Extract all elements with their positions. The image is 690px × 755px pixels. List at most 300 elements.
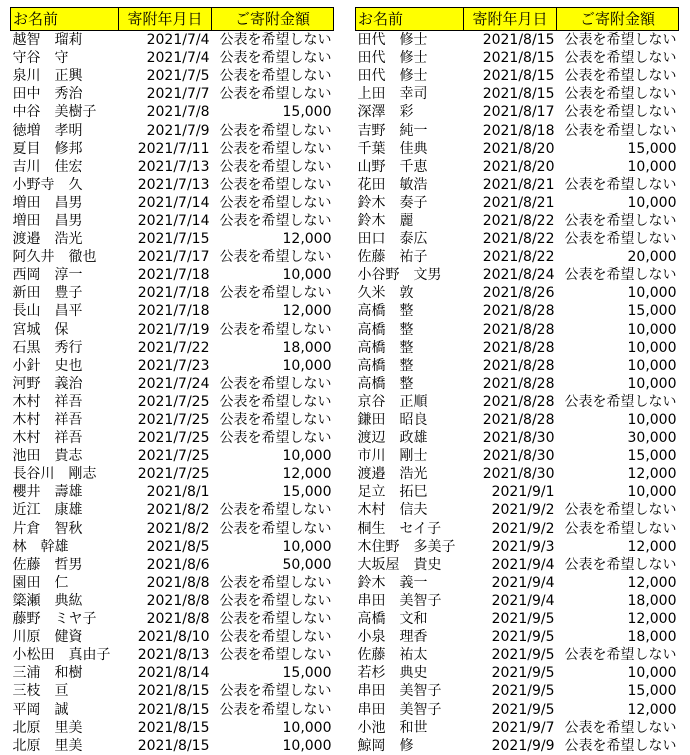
donor-name: 千葉 佳典 <box>357 140 428 157</box>
table-row <box>356 646 679 664</box>
donor-name: 高橋 整 <box>357 303 414 320</box>
donation-date: 2021/9/5 <box>491 629 555 646</box>
donor-name: 木村 祥吾 <box>12 430 83 447</box>
table-row <box>11 194 334 212</box>
donation-date: 2021/9/4 <box>491 574 555 591</box>
donation-amount: 公表を希望しない <box>564 647 677 664</box>
table-row <box>11 302 334 320</box>
table-row <box>11 375 334 393</box>
donor-name: 大坂屋 貴史 <box>357 556 442 573</box>
header-amount: ご寄附金額 <box>557 8 679 31</box>
donation-date: 2021/8/26 <box>482 285 555 302</box>
donation-date: 2021/7/25 <box>137 393 210 410</box>
donation-date: 2021/8/18 <box>482 122 555 139</box>
donor-name: 田代 修士 <box>357 32 428 49</box>
table-row <box>356 447 679 465</box>
donation-date: 2021/8/13 <box>137 647 210 664</box>
donation-amount: 公表を希望しない <box>219 629 332 646</box>
table-row <box>356 483 679 501</box>
donation-amount: 公表を希望しない <box>219 194 332 211</box>
donation-amount: 18,000 <box>627 592 677 609</box>
donation-amount: 公表を希望しない <box>219 176 332 193</box>
table-row <box>356 501 679 519</box>
donation-date: 2021/8/8 <box>146 592 210 609</box>
donation-amount: 20,000 <box>627 249 677 266</box>
donation-amount: 公表を希望しない <box>564 122 677 139</box>
table-header-row <box>11 8 334 31</box>
donation-amount: 公表を希望しない <box>219 393 332 410</box>
table-row <box>356 465 679 483</box>
donation-date: 2021/7/22 <box>137 339 210 356</box>
table-row <box>11 158 334 176</box>
donation-amount: 公表を希望しない <box>219 122 332 139</box>
donor-name: 串田 美智子 <box>357 683 442 700</box>
table-row <box>356 538 679 556</box>
donation-amount: 10,000 <box>282 357 332 374</box>
donor-name: 市川 剛士 <box>357 448 428 465</box>
donation-date: 2021/9/9 <box>491 737 555 754</box>
table-row <box>11 465 334 483</box>
table-row <box>356 556 679 574</box>
donation-amount: 公表を希望しない <box>219 412 332 429</box>
table-row <box>11 737 334 755</box>
donation-date: 2021/8/28 <box>482 375 555 392</box>
donation-date: 2021/8/20 <box>482 158 555 175</box>
donor-name: 鈴木 奏子 <box>357 194 428 211</box>
donor-name: 足立 拓巳 <box>357 484 428 501</box>
table-row <box>11 610 334 628</box>
table-row <box>11 321 334 339</box>
donation-amount: 公表を希望しない <box>564 502 677 519</box>
table-row <box>11 592 334 610</box>
table-row <box>356 31 679 50</box>
donation-date: 2021/8/15 <box>137 719 210 736</box>
table-row <box>11 393 334 411</box>
table-row <box>356 321 679 339</box>
table-row <box>11 682 334 700</box>
donation-amount: 公表を希望しない <box>219 574 332 591</box>
table-row <box>11 646 334 664</box>
donor-name: 京谷 正順 <box>357 393 428 410</box>
donor-name: 高橋 整 <box>357 339 414 356</box>
donor-name: 佐藤 祐太 <box>357 647 428 664</box>
donation-amount: 18,000 <box>627 629 677 646</box>
donation-date: 2021/7/15 <box>137 231 210 248</box>
donor-name: 高橋 整 <box>357 357 414 374</box>
donation-amount: 10,000 <box>627 357 677 374</box>
donation-amount: 10,000 <box>627 194 677 211</box>
donation-date: 2021/7/23 <box>137 357 210 374</box>
header-date: 寄附年月日 <box>464 8 557 31</box>
donor-name: 吉川 佳宏 <box>12 158 83 175</box>
donor-name: 北原 里美 <box>12 737 83 754</box>
donation-amount: 10,000 <box>627 285 677 302</box>
donation-amount: 公表を希望しない <box>564 231 677 248</box>
table-row <box>11 121 334 139</box>
donation-amount: 12,000 <box>627 466 677 483</box>
donation-date: 2021/8/2 <box>146 520 210 537</box>
donation-amount: 10,000 <box>627 339 677 356</box>
donor-name: 久米 敦 <box>357 285 414 302</box>
donation-date: 2021/8/6 <box>146 556 210 573</box>
donor-name: 花田 敏浩 <box>357 176 428 193</box>
donation-amount: 15,000 <box>282 104 332 121</box>
table-row <box>356 574 679 592</box>
donor-name: 串田 美智子 <box>357 701 442 718</box>
donation-date: 2021/8/10 <box>137 629 210 646</box>
donor-name: 北原 里美 <box>12 719 83 736</box>
donor-name: 佐藤 祐子 <box>357 249 428 266</box>
donor-name: 川原 健資 <box>12 629 83 646</box>
donation-date: 2021/7/14 <box>137 194 210 211</box>
donation-amount: 公表を希望しない <box>219 249 332 266</box>
donor-name: 渡辺 政雄 <box>357 430 428 447</box>
donation-date: 2021/7/25 <box>137 430 210 447</box>
donation-amount: 15,000 <box>627 303 677 320</box>
table-row <box>11 266 334 284</box>
donor-name: 田口 泰広 <box>357 231 428 248</box>
donation-amount: 公表を希望しない <box>219 701 332 718</box>
table-row <box>356 592 679 610</box>
donor-name: 石黒 秀行 <box>12 339 83 356</box>
donation-amount: 公表を希望しない <box>219 285 332 302</box>
donation-amount: 公表を希望しない <box>564 32 677 49</box>
donation-amount: 15,000 <box>627 140 677 157</box>
table-row <box>356 375 679 393</box>
donation-amount: 10,000 <box>627 412 677 429</box>
donor-name: 鎌田 昭良 <box>357 412 428 429</box>
donation-date: 2021/7/19 <box>137 321 210 338</box>
table-row <box>356 230 679 248</box>
donor-name: 池田 貴志 <box>12 448 83 465</box>
donor-name: 越智 瑠莉 <box>12 32 83 49</box>
donation-date: 2021/9/5 <box>491 611 555 628</box>
donation-date: 2021/9/2 <box>491 520 555 537</box>
donor-name: 三浦 和樹 <box>12 665 83 682</box>
donation-amount: 10,000 <box>282 538 332 555</box>
table-row <box>356 158 679 176</box>
donor-name: 串田 美智子 <box>357 592 442 609</box>
donation-amount: 公表を希望しない <box>219 520 332 537</box>
donation-amount: 12,000 <box>627 538 677 555</box>
table-row <box>356 664 679 682</box>
donor-name: 徳増 孝明 <box>12 122 83 139</box>
donation-amount: 公表を希望しない <box>219 32 332 49</box>
donation-date: 2021/9/1 <box>491 484 555 501</box>
donation-amount: 12,000 <box>282 231 332 248</box>
donation-date: 2021/7/7 <box>146 86 210 103</box>
header-amount: ご寄附金額 <box>212 8 334 31</box>
table-row <box>11 31 334 50</box>
donation-date: 2021/7/5 <box>146 68 210 85</box>
donation-amount: 15,000 <box>627 448 677 465</box>
table-row <box>11 700 334 718</box>
header-name: お名前 <box>356 8 464 31</box>
donation-amount: 12,000 <box>282 466 332 483</box>
donor-name: 田代 修士 <box>357 50 428 67</box>
donor-name: 木村 信夫 <box>357 502 428 519</box>
donation-amount: 公表を希望しない <box>219 375 332 392</box>
donation-amount: 10,000 <box>627 665 677 682</box>
donation-amount: 公表を希望しない <box>219 683 332 700</box>
table-row <box>356 302 679 320</box>
donation-date: 2021/7/14 <box>137 212 210 229</box>
donor-name: 山野 千恵 <box>357 158 428 175</box>
table-row <box>11 212 334 230</box>
donation-date: 2021/8/8 <box>146 574 210 591</box>
header-date: 寄附年月日 <box>119 8 212 31</box>
table-row <box>11 538 334 556</box>
donation-amount: 18,000 <box>282 339 332 356</box>
donation-amount: 15,000 <box>627 683 677 700</box>
table-row <box>11 357 334 375</box>
donor-name: 林 幹雄 <box>12 538 69 555</box>
table-row <box>356 700 679 718</box>
donation-amount: 15,000 <box>282 484 332 501</box>
table-row <box>11 140 334 158</box>
donor-name: 近江 康雄 <box>12 502 83 519</box>
donation-date: 2021/9/4 <box>491 556 555 573</box>
donation-date: 2021/8/28 <box>482 303 555 320</box>
table-row <box>11 719 334 737</box>
table-row <box>11 483 334 501</box>
donor-name: 中谷 美樹子 <box>12 104 97 121</box>
donation-amount: 公表を希望しない <box>219 647 332 664</box>
donation-amount: 公表を希望しない <box>219 50 332 67</box>
donation-date: 2021/9/3 <box>491 538 555 555</box>
donor-name: 小野寺 久 <box>12 176 83 193</box>
donation-date: 2021/8/15 <box>482 86 555 103</box>
donor-name: 木村 祥吾 <box>12 393 83 410</box>
donation-date: 2021/7/13 <box>137 158 210 175</box>
donor-name: 三枝 亘 <box>12 683 69 700</box>
donor-name: 吉野 純一 <box>357 122 428 139</box>
donation-date: 2021/7/18 <box>137 285 210 302</box>
table-row <box>356 429 679 447</box>
donor-name: 西岡 淳一 <box>12 267 83 284</box>
donation-date: 2021/8/15 <box>482 68 555 85</box>
donation-date: 2021/9/5 <box>491 665 555 682</box>
donor-name: 田中 秀治 <box>12 86 83 103</box>
donation-amount: 公表を希望しない <box>564 737 677 754</box>
donation-date: 2021/8/15 <box>482 50 555 67</box>
table-row <box>11 49 334 67</box>
table-row <box>356 393 679 411</box>
donation-amount: 10,000 <box>282 737 332 754</box>
donation-date: 2021/9/7 <box>491 719 555 736</box>
donation-table-right <box>355 7 679 755</box>
donation-amount: 公表を希望しない <box>219 68 332 85</box>
donation-amount: 公表を希望しない <box>564 50 677 67</box>
donation-amount: 公表を希望しない <box>564 68 677 85</box>
table-row <box>11 284 334 302</box>
table-row <box>356 194 679 212</box>
donor-name: 増田 昌男 <box>12 212 83 229</box>
donor-name: 簗瀬 典紘 <box>12 592 83 609</box>
donor-name: 河野 義治 <box>12 375 83 392</box>
table-row <box>11 67 334 85</box>
donation-date: 2021/8/28 <box>482 393 555 410</box>
donation-amount: 公表を希望しない <box>219 611 332 628</box>
donation-date: 2021/8/28 <box>482 412 555 429</box>
donation-amount: 10,000 <box>282 719 332 736</box>
table-row <box>11 664 334 682</box>
table-row <box>356 266 679 284</box>
donation-date: 2021/9/5 <box>491 701 555 718</box>
table-row <box>356 520 679 538</box>
donation-amount: 30,000 <box>627 430 677 447</box>
donation-amount: 公表を希望しない <box>564 212 677 229</box>
header-name: お名前 <box>11 8 119 31</box>
donation-date: 2021/9/5 <box>491 647 555 664</box>
donation-date: 2021/8/17 <box>482 104 555 121</box>
donor-name: 木住野 多美子 <box>357 538 456 555</box>
donor-name: 宮城 保 <box>12 321 69 338</box>
donation-amount: 公表を希望しない <box>564 267 677 284</box>
donation-amount: 公表を希望しない <box>564 556 677 573</box>
table-row <box>356 339 679 357</box>
donor-name: 小松田 真由子 <box>12 647 111 664</box>
donation-amount: 50,000 <box>282 556 332 573</box>
donor-name: 鯨岡 修 <box>357 737 414 754</box>
donation-date: 2021/8/28 <box>482 321 555 338</box>
donation-date: 2021/8/15 <box>482 32 555 49</box>
table-row <box>356 719 679 737</box>
table-row <box>11 556 334 574</box>
donation-date: 2021/8/20 <box>482 140 555 157</box>
donor-name: 小泉 理香 <box>357 629 428 646</box>
donation-amount: 公表を希望しない <box>564 393 677 410</box>
donation-date: 2021/9/5 <box>491 683 555 700</box>
table-row <box>356 49 679 67</box>
donation-date: 2021/7/8 <box>146 104 210 121</box>
donor-name: 高橋 整 <box>357 375 414 392</box>
table-row <box>11 411 334 429</box>
donation-date: 2021/8/22 <box>482 231 555 248</box>
donor-name: 守谷 守 <box>12 50 69 67</box>
donor-name: 泉川 正興 <box>12 68 83 85</box>
donation-date: 2021/8/21 <box>482 176 555 193</box>
table-row <box>11 447 334 465</box>
donation-date: 2021/7/18 <box>137 303 210 320</box>
table-row <box>356 103 679 121</box>
donor-name: 高橋 整 <box>357 321 414 338</box>
donor-name: 平岡 誠 <box>12 701 69 718</box>
donor-name: 園田 仁 <box>12 574 69 591</box>
table-row <box>11 230 334 248</box>
donation-amount: 公表を希望しない <box>219 502 332 519</box>
table-row <box>356 67 679 85</box>
donation-amount: 12,000 <box>627 574 677 591</box>
donation-amount: 公表を希望しない <box>219 158 332 175</box>
donor-name: 若杉 典史 <box>357 665 428 682</box>
table-row <box>356 121 679 139</box>
table-row <box>356 212 679 230</box>
donor-name: 上田 幸司 <box>357 86 428 103</box>
table-row <box>11 176 334 194</box>
donation-date: 2021/7/4 <box>146 50 210 67</box>
donor-name: 小池 和世 <box>357 719 428 736</box>
donor-name: 田代 修士 <box>357 68 428 85</box>
donation-amount: 公表を希望しない <box>219 321 332 338</box>
donation-amount: 10,000 <box>627 158 677 175</box>
donation-date: 2021/7/18 <box>137 267 210 284</box>
donation-date: 2021/7/13 <box>137 176 210 193</box>
donation-date: 2021/8/28 <box>482 339 555 356</box>
donor-name: 高橋 文和 <box>357 611 428 628</box>
donation-amount: 10,000 <box>627 484 677 501</box>
donation-date: 2021/8/15 <box>137 683 210 700</box>
donation-date: 2021/9/4 <box>491 592 555 609</box>
donation-date: 2021/8/30 <box>482 466 555 483</box>
donation-amount: 公表を希望しない <box>219 430 332 447</box>
table-row <box>356 85 679 103</box>
table-row <box>356 610 679 628</box>
table-row <box>356 682 679 700</box>
donor-name: 片倉 智秋 <box>12 520 83 537</box>
donor-name: 木村 祥吾 <box>12 412 83 429</box>
donation-date: 2021/8/15 <box>137 737 210 754</box>
donation-date: 2021/7/9 <box>146 122 210 139</box>
donation-amount: 公表を希望しない <box>564 719 677 736</box>
donation-date: 2021/7/25 <box>137 412 210 429</box>
donation-amount: 10,000 <box>627 375 677 392</box>
donor-name: 小針 史也 <box>12 357 83 374</box>
donation-amount: 公表を希望しない <box>564 104 677 121</box>
donation-date: 2021/8/21 <box>482 194 555 211</box>
donor-name: 深澤 彩 <box>357 104 414 121</box>
donation-date: 2021/8/5 <box>146 538 210 555</box>
donor-name: 鈴木 義一 <box>357 574 428 591</box>
donation-date: 2021/8/30 <box>482 448 555 465</box>
donation-date: 2021/8/28 <box>482 357 555 374</box>
table-row <box>356 357 679 375</box>
donation-amount: 12,000 <box>627 701 677 718</box>
table-row <box>356 284 679 302</box>
table-row <box>11 103 334 121</box>
donation-date: 2021/7/11 <box>137 140 210 157</box>
donation-date: 2021/8/15 <box>137 701 210 718</box>
table-row <box>11 574 334 592</box>
table-row <box>356 140 679 158</box>
table-row <box>11 501 334 519</box>
donation-amount: 公表を希望しない <box>564 520 677 537</box>
table-row <box>356 176 679 194</box>
donation-amount: 12,000 <box>627 611 677 628</box>
donor-name: 新田 豊子 <box>12 285 83 302</box>
table-row <box>356 411 679 429</box>
donor-name: 藤野 ミヤ子 <box>12 611 97 628</box>
table-row <box>11 339 334 357</box>
table-row <box>11 520 334 538</box>
donation-amount: 10,000 <box>282 267 332 284</box>
table-row <box>11 85 334 103</box>
donation-date: 2021/8/30 <box>482 430 555 447</box>
table-row <box>356 628 679 646</box>
donation-amount: 10,000 <box>282 448 332 465</box>
table-row <box>11 248 334 266</box>
donation-date: 2021/7/25 <box>137 466 210 483</box>
donation-amount: 公表を希望しない <box>564 176 677 193</box>
donation-date: 2021/7/24 <box>137 375 210 392</box>
donation-amount: 公表を希望しない <box>219 212 332 229</box>
donation-amount: 公表を希望しない <box>219 140 332 157</box>
table-row <box>11 429 334 447</box>
donor-name: 佐藤 哲男 <box>12 556 83 573</box>
donation-date: 2021/7/25 <box>137 448 210 465</box>
donor-name: 渡邉 浩光 <box>357 466 428 483</box>
donation-date: 2021/7/4 <box>146 32 210 49</box>
